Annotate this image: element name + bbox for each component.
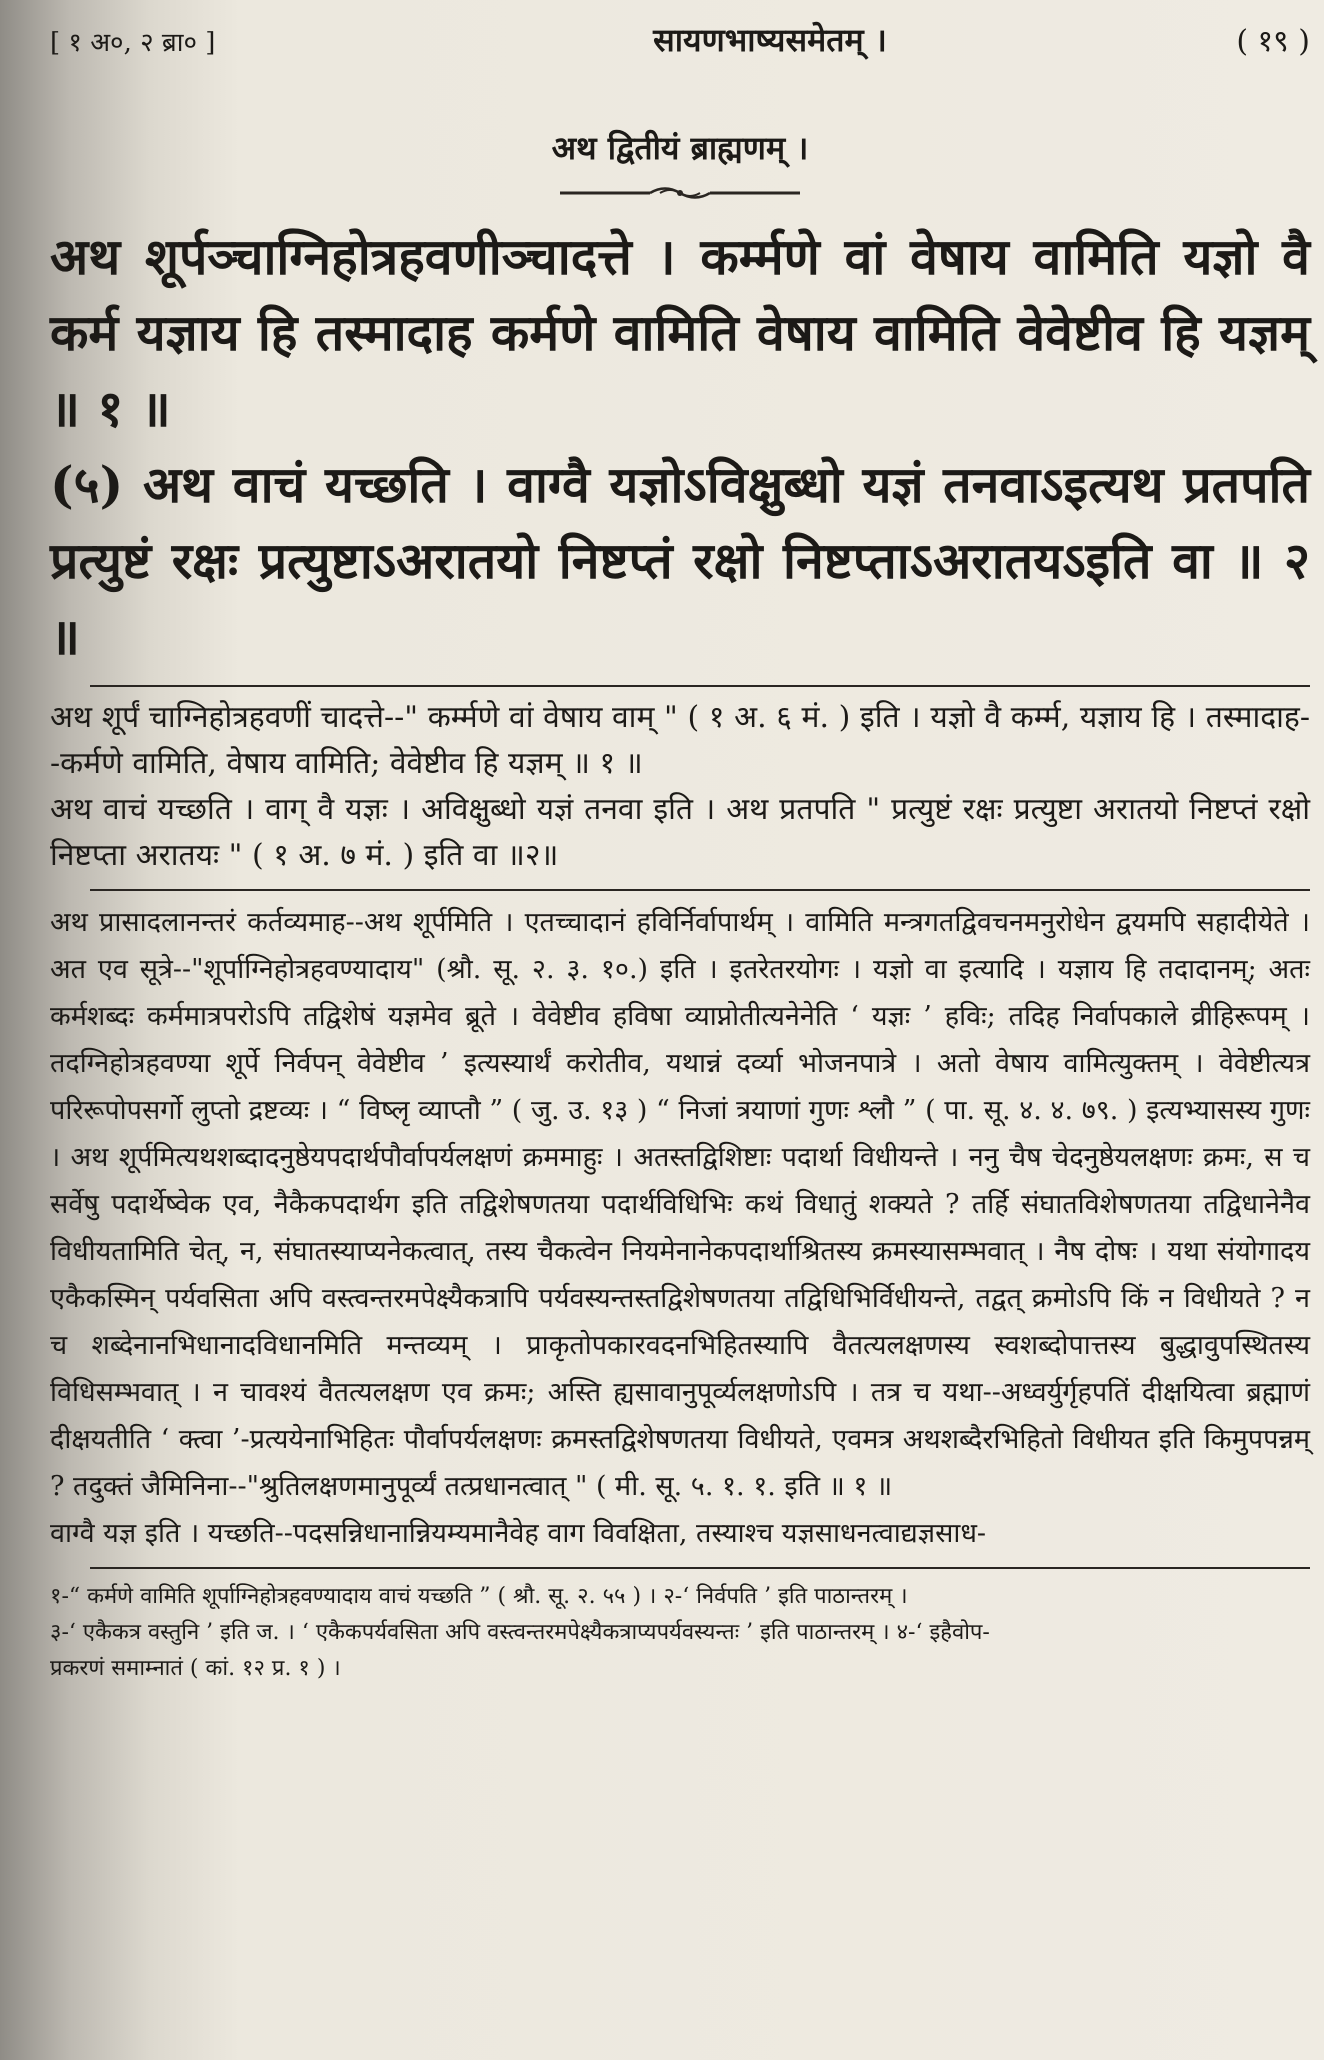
page-number: ( १९ ) [1236, 24, 1310, 59]
mantra-verse-2: (५) अथ वाचं यच्छति । वाग्वै यज्ञोऽविक्षुब्धो यज्ञं तनवाऽइत्यथ प्रतपति प्रत्युष्टं रक्षः प्रत्युष्टाऽअरातयो निष्टप्तं रक्षो निष्टप्ताऽअरातयऽइति वा ॥ २ ॥ [50, 455, 1310, 666]
ornament-divider-icon [560, 181, 800, 205]
commentary-paragraph-1: अथ प्रासादलानन्तरं कर्तव्यमाह--अथ शूर्पमिति । एतच्चादानं हविर्निर्वापार्थम् । वामिति मन्त्रगतद्विवचनमनुरोधेन द्वयमपि सहादीयेते । अत एव सूत्रे--"शूर्पाग्निहोत्रहवण्यादाय" (श्रौ. सू. २. ३. १०.) इति । इतरेतरयोगः । यज्ञो वा इत्यादि । यज्ञाय हि तदादानम्; अतः कर्मशब्दः कर्ममात्रपरोऽपि तद्विशेषं यज्ञमेव ब्रूते । वेवेष्टीव हविषा व्याप्नोतीत्यनेनेति ‘ यज्ञः ’ हविः; तदिह निर्वापकाले व्रीहिरूपम् । तदग्निहोत्रहवण्या शूर्पे निर्वपन् वेवेष्टीव ’ इत्यस्यार्थं करोतीव, यथान्नं दर्व्या भोजनपात्रे । अतो वेषाय वामित्युक्तम् । वेवेष्टीत्यत्र परिरूपोपसर्गो लुप्तो द्रष्टव्यः । “ विष्लृ व्याप्तौ ” ( जु. उ. १३ ) “ निजां त्रयाणां गुणः श्लौ ” ( पा. सू. ४. ४. ७९. ) इत्यभ्यासस्य गुणः । अथ शूर्पमित्यथशब्दादनुष्ठेयपदार्थपौर्वापर्यलक्षणं क्रममाहुः । अतस्तद्विशिष्टाः पदार्था विधीयन्ते । ननु चैष चेदनुष्ठेयलक्षणः क्रमः, स च सर्वेषु पदार्थेष्वेक एव, नैकैकपदार्थग इति तद्विशेषणतया पदार्थविधिभिः कथं विधातुं शक्यते ? तर्हि संघातविशेषणतया तद्विधानेनैव विधीयतामिति चेत्, न, संघातस्याप्यनेकत्वात्, तस्य चैकत्वेन नियमेनानेकपदार्थाश्रितस्य क्रमस्यासम्भवात् । नैष दोषः । यथा संयोगादय एकैकस्मिन् पर्यवसिता अपि वस्त्वन्तरमपेक्ष्यैकत्रापि पर्यवस्यन्तस्तद्विशेषणतया तद्विधिभिर्विधीयन्ते, तद्वत् क्रमोऽपि किं न विधीयते ? न च शब्देनानभिधानादविधानमिति मन्तव्यम् । प्राकृतोपकारवदनभिहितस्यापि वैतत्यलक्षणस्य स्वशब्दोपात्तस्य बुद्धावुपस्थितस्य विधिसम्भवात् । न चावश्यं वैतत्यलक्षण एव क्रमः; अस्ति ह्यसावानुपूर्व्यलक्षणोऽपि । तत्र च यथा--अध्वर्युर्गृहपतिं दीक्षयित्वा ब्रह्माणं दीक्षयतीति ‘ क्त्वा ’-प्रत्ययेनाभिहितः पौर्वापर्यलक्षणः क्रमस्तद्विशेषणतया विधीयते, एवमत्र अथशब्दैरभिहितो विधीयत इति किमुपपन्नम् ? तदुक्तं जैमिनिना--"श्रुतिलक्षणमानुपूर्व्यं तत्प्रधानत्वात् " ( मी. सू. ५. १. १. इति ॥ १ ॥ [50, 907, 1310, 1502]
mantra-text [50, 219, 1310, 675]
padapatha-verse-2: अथ वाचं यच्छति । वाग् वै यज्ञः । अविक्षुब्धो यज्ञं तनवा इति । अथ प्रतपति " प्रत्युष्टं रक्षः प्रत्युष्टा अरातयो निष्टप्तं रक्षो निष्टप्ता अरातयः " ( १ अ. ७ मं. ) इति वा ॥२॥ [50, 792, 1310, 873]
header-title: सायणभाष्यसमेतम् । [653, 21, 887, 59]
divider [90, 685, 1310, 687]
footnote-line: प्रकरणं समाम्नातं ( कां. १२ प्र. १ ) । [50, 1656, 341, 1681]
divider [90, 889, 1310, 891]
ornament-divider [50, 181, 1310, 205]
header-chapter-ref: [ १ अ०, २ ब्रा० ] [50, 28, 216, 58]
footnote-line: १-“ कर्मणे वामिति शूर्पाग्निहोत्रहवण्यादाय वाचं यच्छति ” ( श्रौ. सू. २. ५५ ) । २-‘ निर्वपति ’ इति पाठान्तरम् । [50, 1584, 908, 1609]
footnotes [50, 1579, 1310, 1687]
section-title: अथ द्वितीयं ब्राह्मणम् । [551, 129, 809, 167]
commentary-text [50, 899, 1310, 1557]
footnote-line: ३-‘ एकैकत्र वस्तुनि ’ इति ज. । ‘ एकैकपर्यवसिता अपि वस्त्वन्तरमपेक्ष्यैकत्राप्यपर्यवस्यन्तः ’ इति पाठान्तरम् । ४-‘ इहैवोप- [50, 1620, 990, 1645]
commentary-paragraph-2: वाग्वै यज्ञ इति । यच्छति--पदसन्निधानान्नियम्यमानैवेह वाग विवक्षिता, तस्याश्च यज्ञसाधनत्वाद्यज्ञसाध- [50, 1518, 987, 1549]
running-header [50, 18, 1310, 66]
page-content [50, 18, 1310, 1687]
divider [90, 1567, 1310, 1569]
padapatha-text [50, 695, 1310, 879]
mantra-verse-1: अथ शूर्पञ्चाग्निहोत्रहवणीञ्चादत्ते । कर्म्मणे वां वेषाय वामिति यज्ञो वै कर्म यज्ञाय हि तस्मादाह कर्मणे वामिति वेषाय वामिति वेवेष्टीव हि यज्ञम् ॥ १ ॥ [50, 227, 1310, 438]
padapatha-verse-1: अथ शूर्पं चाग्निहोत्रहवणीं चादत्ते--" कर्म्मणे वां वेषाय वाम् " ( १ अ. ६ मं. ) इति । यज्ञो वै कर्म्म, यज्ञाय हि । तस्मादाह--कर्मणे वामिति, वेषाय वामिति; वेवेष्टीव हि यज्ञम् ॥ १ ॥ [50, 700, 1310, 781]
